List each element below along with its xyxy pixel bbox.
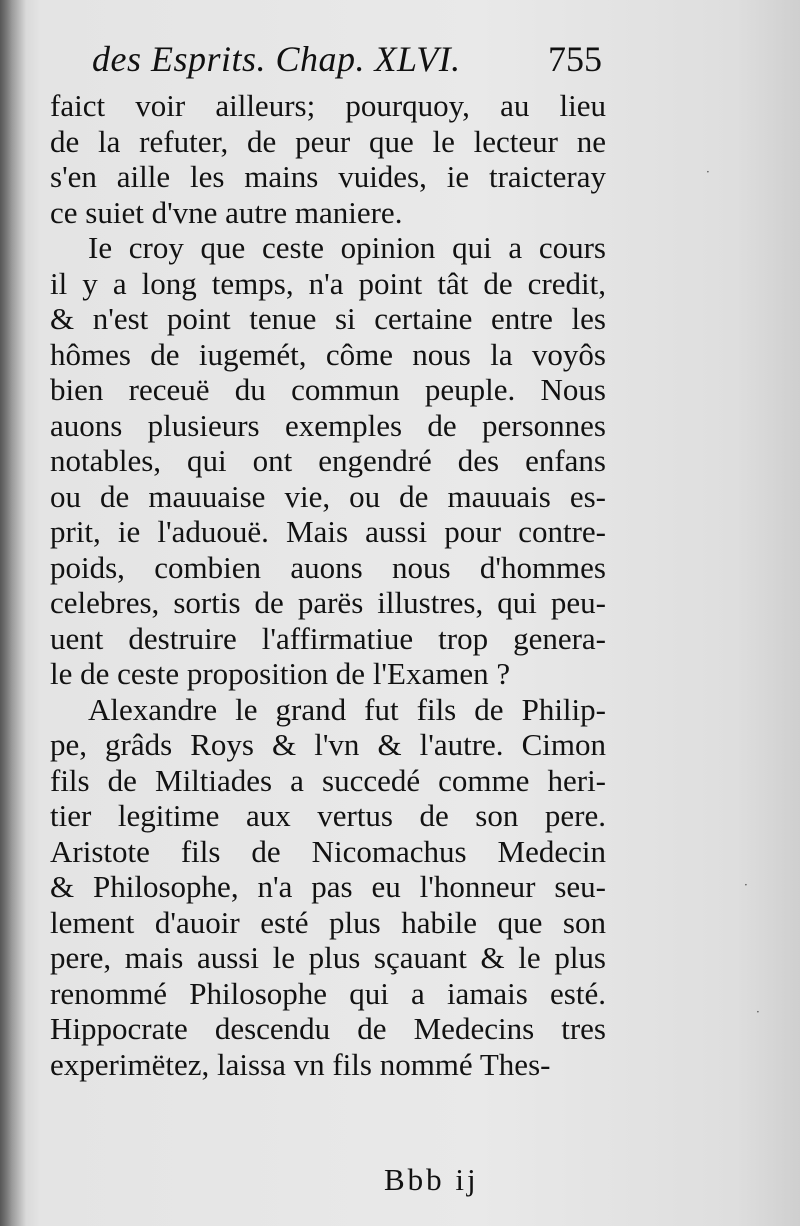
- text-line: tier legitime aux vertus de son pere.: [50, 798, 606, 833]
- text-line: uent destruire l'affirmatiue trop genera-: [50, 620, 606, 656]
- text-line: lement d'auoir esté plus habile que son: [50, 904, 606, 940]
- running-head-title: des Esprits. Chap. XLVI.: [92, 39, 461, 79]
- text-line: le de ceste proposition de l'Examen ?: [50, 656, 511, 691]
- text-line: poids, combien auons nous d'hommes: [50, 549, 606, 585]
- text-line: & n'est point tenue si certaine entre les: [50, 301, 606, 336]
- margin-speck: ·: [744, 878, 748, 892]
- text-line: hômes de iugemét, côme nous la voyôs: [50, 336, 606, 372]
- text-line: renommé Philosophe qui a iamais esté.: [50, 975, 606, 1011]
- text-line: prit, ie l'aduouë. Mais aussi pour contre-: [50, 514, 606, 549]
- text-line: experimëtez, laissa vn fils nommé Thes-: [50, 1046, 551, 1082]
- text-line: pere, mais aussi le plus sçauant & le plus: [50, 940, 606, 975]
- text-line: faict voir ailleurs; pourquoy, au lieu: [50, 88, 606, 123]
- signature-mark: Bbb ij: [384, 1162, 479, 1197]
- text-line: auons plusieurs exemples de personnes: [50, 407, 606, 443]
- text-line: & Philosophe, n'a pas eu l'honneur seu-: [50, 869, 606, 904]
- text-line: de la refuter, de peur que le lecteur ne: [50, 123, 606, 159]
- gutter-shadow: [0, 0, 26, 1226]
- page-number: 755: [548, 39, 602, 79]
- text-line: Hippocrate descendu de Medecins tres: [50, 1011, 606, 1046]
- text-line: Ie croy que ceste opinion qui a cours: [88, 230, 606, 265]
- text-line: bien receuë du commun peuple. Nous: [50, 372, 606, 407]
- text-line: Alexandre le grand fut fils de Philip-: [88, 691, 606, 727]
- running-head: [92, 38, 602, 90]
- text-line: pe, grâds Roys & l'vn & l'autre. Cimon: [50, 727, 606, 762]
- text-line: ou de mauuaise vie, ou de mauuais es-: [50, 478, 606, 514]
- text-line: celebres, sortis de parës illustres, qui peu-: [50, 585, 606, 620]
- margin-speck: ·: [706, 165, 710, 179]
- text-line: fils de Miltiades a succedé comme heri-: [50, 762, 606, 798]
- margin-speck: ·: [756, 1005, 760, 1019]
- text-line: il y a long temps, n'a point tât de credit,: [50, 265, 606, 301]
- text-line: notables, qui ont engendré des enfans: [50, 443, 606, 478]
- body-text: [50, 88, 606, 1082]
- text-line: s'en aille les mains vuides, ie traicteray: [50, 159, 606, 194]
- text-line: Aristote fils de Nicomachus Medecin: [50, 833, 606, 869]
- text-line: ce suiet d'vne autre maniere.: [50, 194, 403, 230]
